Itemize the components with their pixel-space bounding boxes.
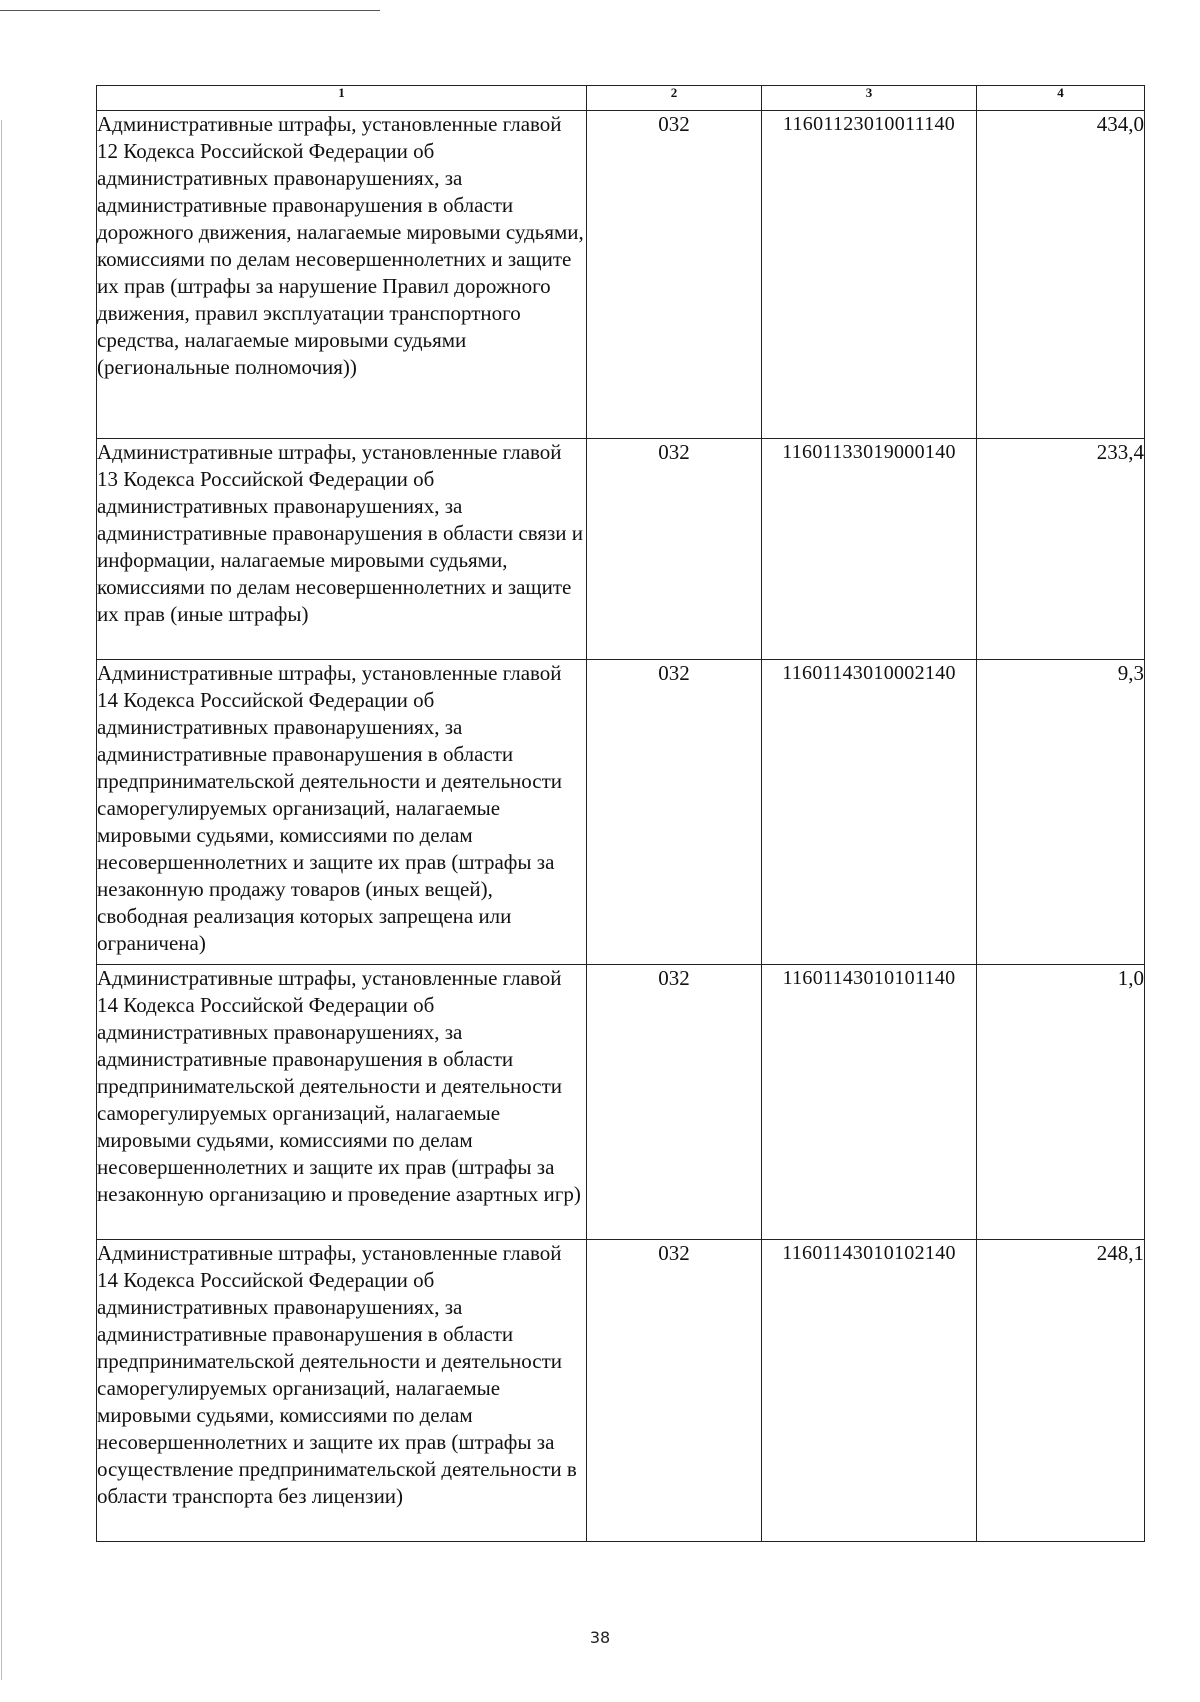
admin-code: 032 <box>587 660 762 965</box>
amount: 9,3 <box>977 660 1145 965</box>
column-header-1: 1 <box>97 86 587 111</box>
amount: 233,4 <box>977 439 1145 660</box>
budget-classification-code: 11601143010101140 <box>762 965 977 1240</box>
budget-classification-code: 11601133019000140 <box>762 439 977 660</box>
fine-description: Административные штрафы, установленные главой 14 Кодекса Российской Федерации об административных правонарушениях, за административные правонарушения в области предпринимательской деятельности и деятельности саморегулируемых организаций, налагаемые мировыми судьями, комиссиями по делам несовершеннолетних и защите их прав (штрафы за осуществление предпринимательской деятельности в области транспорта без лицензии) <box>97 1240 587 1542</box>
column-header-4: 4 <box>977 86 1145 111</box>
budget-classification-code: 11601123010011140 <box>762 111 977 439</box>
table-row <box>97 965 1145 1240</box>
amount: 434,0 <box>977 111 1145 439</box>
scan-top-rule <box>0 10 380 11</box>
fine-description: Административные штрафы, установленные главой 14 Кодекса Российской Федерации об административных правонарушениях, за административные правонарушения в области предпринимательской деятельности и деятельности саморегулируемых организаций, налагаемые мировыми судьями, комиссиями по делам несовершеннолетних и защите их прав (штрафы за незаконную продажу товаров (иных вещей), свободная реализация которых запрещена или ограничена) <box>97 660 587 965</box>
scan-left-edge <box>1 120 2 1680</box>
admin-code: 032 <box>587 1240 762 1542</box>
fines-table <box>96 85 1145 1542</box>
table-row <box>97 111 1145 439</box>
admin-code: 032 <box>587 439 762 660</box>
amount: 1,0 <box>977 965 1145 1240</box>
column-header-3: 3 <box>762 86 977 111</box>
admin-code: 032 <box>587 111 762 439</box>
budget-classification-code: 11601143010102140 <box>762 1240 977 1542</box>
table-row <box>97 660 1145 965</box>
column-header-2: 2 <box>587 86 762 111</box>
table-row <box>97 1240 1145 1542</box>
fine-description: Административные штрафы, установленные главой 14 Кодекса Российской Федерации об административных правонарушениях, за административные правонарушения в области предпринимательской деятельности и деятельности саморегулируемых организаций, налагаемые мировыми судьями, комиссиями по делам несовершеннолетних и защите их прав (штрафы за незаконную организацию и проведение азартных игр) <box>97 965 587 1240</box>
page-number: 38 <box>589 1628 611 1647</box>
fine-description: Административные штрафы, установленные главой 12 Кодекса Российской Федерации об административных правонарушениях, за административные правонарушения в области дорожного движения, налагаемые мировыми судьями, комиссиями по делам несовершеннолетних и защите их прав (штрафы за нарушение Правил дорожного движения, правил эксплуатации транспортного средства, налагаемые мировыми судьями (региональные полномочия)) <box>97 111 587 439</box>
admin-code: 032 <box>587 965 762 1240</box>
budget-classification-code: 11601143010002140 <box>762 660 977 965</box>
table-row <box>97 439 1145 660</box>
fine-description: Административные штрафы, установленные главой 13 Кодекса Российской Федерации об административных правонарушениях, за административные правонарушения в области связи и информации, налагаемые мировыми судьями, комиссиями по делам несовершеннолетних и защите их прав (иные штрафы) <box>97 439 587 660</box>
amount: 248,1 <box>977 1240 1145 1542</box>
table-header-row <box>97 86 1145 111</box>
